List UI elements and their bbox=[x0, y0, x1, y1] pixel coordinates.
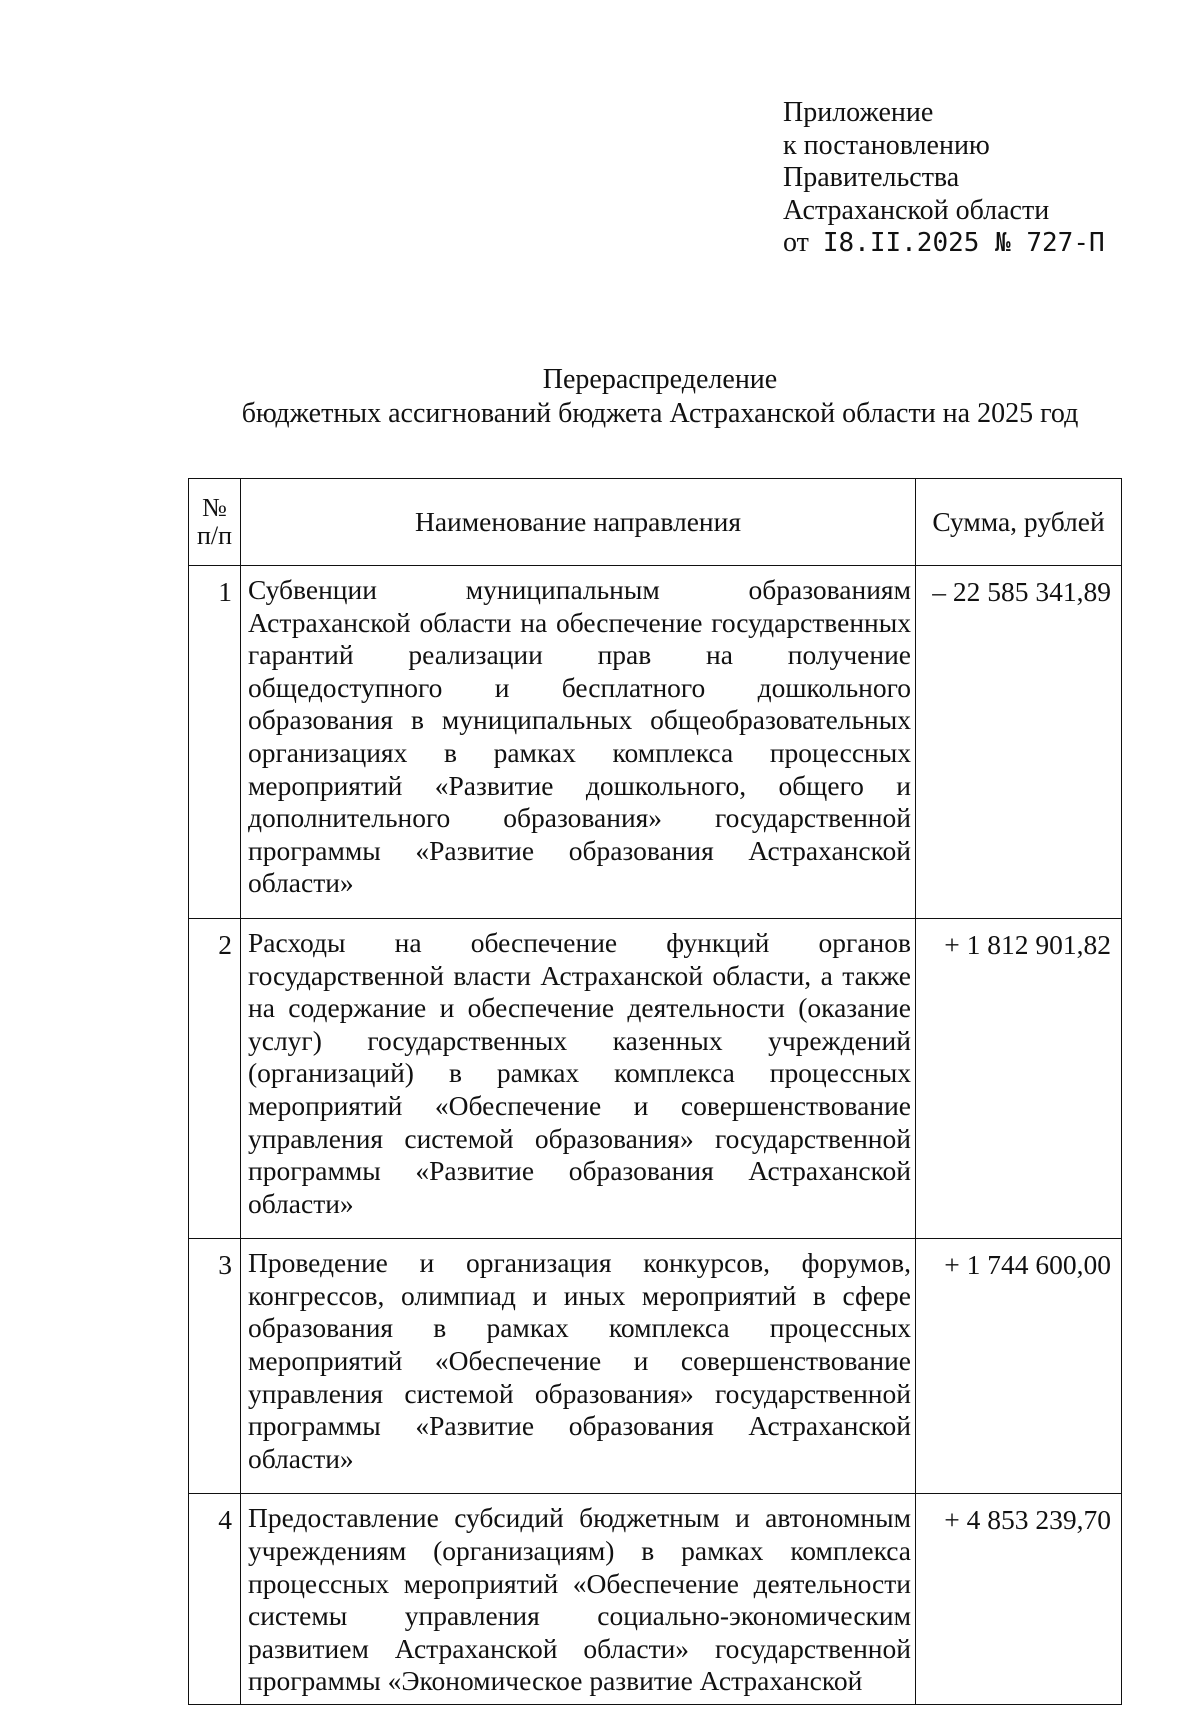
row-number: 2 bbox=[189, 918, 241, 1238]
table-row bbox=[189, 918, 1122, 1238]
date-number-stamp: I8.II.2025 № 727-П bbox=[822, 228, 1105, 258]
appendix-line: Правительства bbox=[783, 162, 960, 193]
allocation-table bbox=[188, 478, 1122, 1705]
row-name: Расходы на обеспечение функций органов государственной власти Астраханской области, а также на содержание и обеспечение деятельности (оказание услуг) государственных казенных учреждений (организаций) в рамках комплекса процессных мероприятий «Обеспечение и совершенствование управления системой образования» государственной программы «Развитие образования Астраханской области» bbox=[241, 918, 916, 1238]
header-number-sign: № bbox=[202, 493, 227, 522]
header-name: Наименование направления bbox=[241, 479, 916, 566]
row-number: 3 bbox=[189, 1239, 241, 1494]
row-name: Субвенции муниципальным образованиям Астраханской области на обеспечение государственных гарантий реализации прав на получение общедоступного и бесплатного дошкольного образования в муниципальных общеобразовательных организациях в рамках комплекса процессных мероприятий «Развитие дошкольного, общего и дополнительного образования» государственной программы «Развитие образования Астраханской области» bbox=[241, 566, 916, 919]
appendix-line: Астраханской области bbox=[783, 194, 1050, 226]
header-number bbox=[189, 479, 241, 566]
from-label: от bbox=[783, 227, 809, 258]
row-sum: – 22 585 341,89 bbox=[916, 566, 1122, 919]
title-line-1: Перераспределение bbox=[542, 364, 778, 395]
document-title bbox=[200, 363, 1120, 431]
appendix-line: Приложение bbox=[783, 97, 934, 128]
row-name: Предоставление субсидий бюджетным и автономным учреждениям (организациям) в рамках комплекса процессных мероприятий «Обеспечение деятельности системы управления социально-экономическим развитием Астраханской области» государственной программы «Экономическое развитие Астраханской bbox=[241, 1494, 916, 1705]
table-row bbox=[189, 1239, 1122, 1494]
row-sum: + 1 744 600,00 bbox=[916, 1239, 1122, 1494]
row-sum: + 4 853 239,70 bbox=[916, 1494, 1122, 1705]
appendix-line: к постановлению bbox=[783, 129, 990, 161]
appendix-block bbox=[783, 97, 1105, 260]
table-header-row bbox=[189, 479, 1122, 566]
row-name: Проведение и организация конкурсов, форумов, конгрессов, олимпиад и иных мероприятий в сфере образования в рамках комплекса процессных мероприятий «Обеспечение и совершенствование управления системой образования» государственной программы «Развитие образования Астраханской области» bbox=[241, 1239, 916, 1494]
header-sum: Сумма, рублей bbox=[916, 479, 1122, 566]
row-sum: + 1 812 901,82 bbox=[916, 918, 1122, 1238]
header-number-pp: п/п bbox=[196, 521, 233, 550]
row-number: 4 bbox=[189, 1494, 241, 1705]
appendix-date-line bbox=[783, 227, 1105, 260]
table-row bbox=[189, 566, 1122, 919]
title-line-2: бюджетных ассигнований бюджета Астраханской области на 2025 год bbox=[241, 398, 1079, 429]
table-row bbox=[189, 1494, 1122, 1705]
row-number: 1 bbox=[189, 566, 241, 919]
